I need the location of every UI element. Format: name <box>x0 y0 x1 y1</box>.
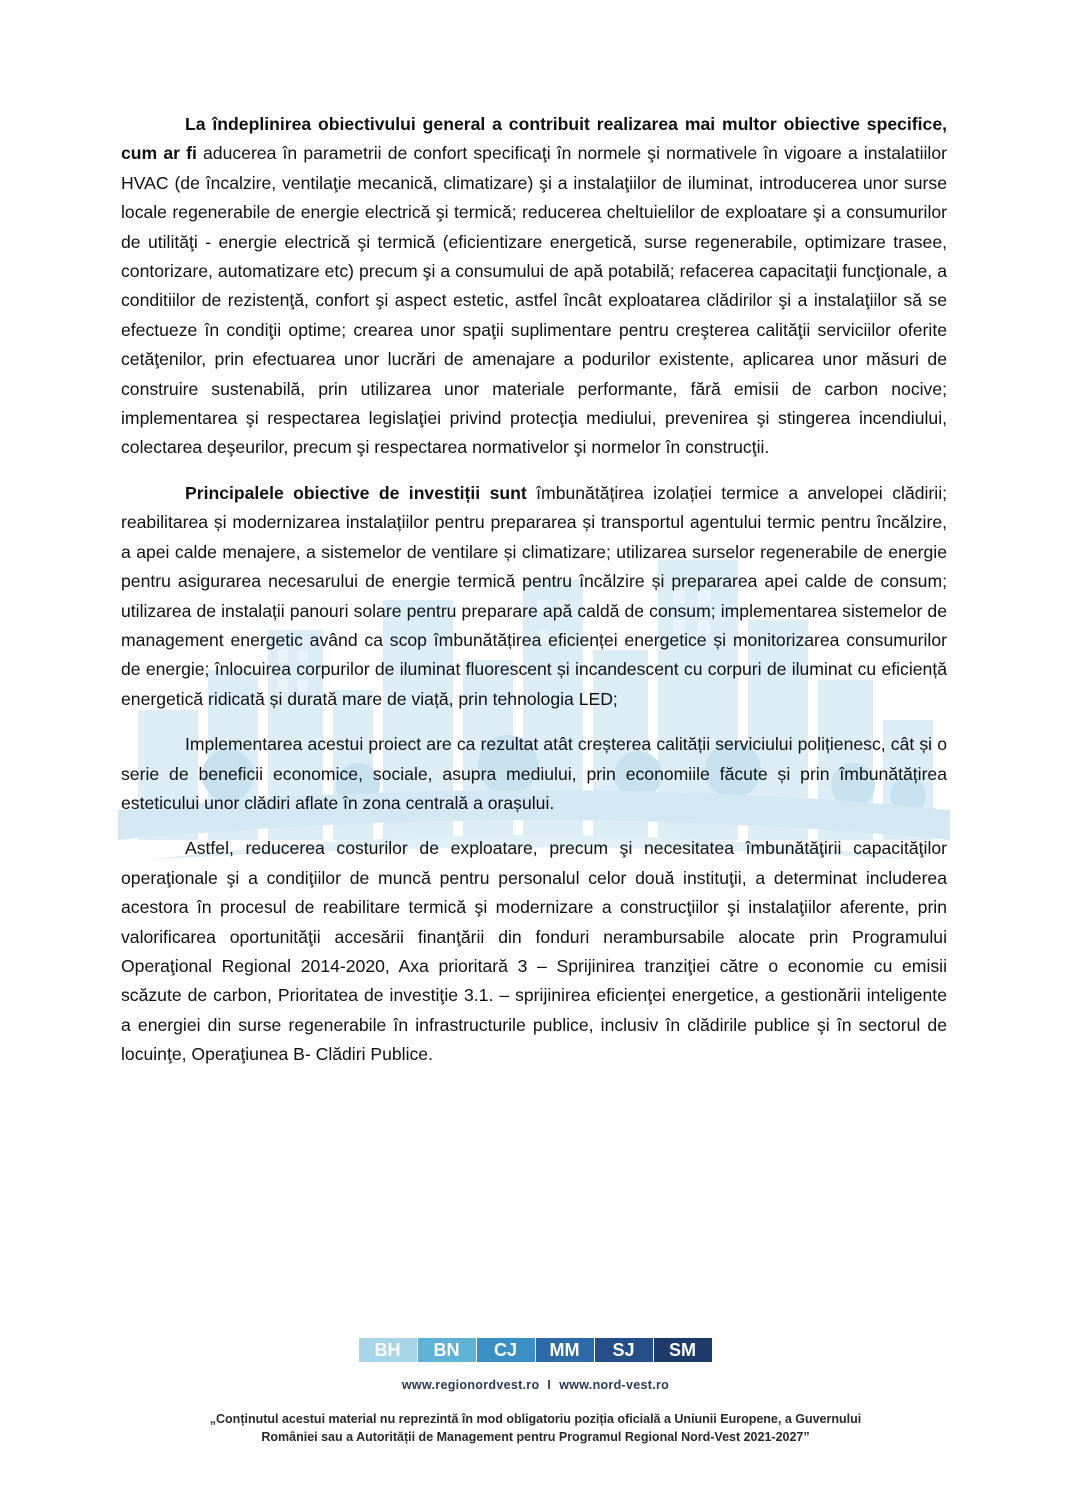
paragraph-investments <box>121 479 947 714</box>
disclaimer <box>156 1410 916 1446</box>
page-footer <box>0 1338 1071 1446</box>
county-badge-bn: BN <box>418 1338 477 1362</box>
paragraph-results <box>121 730 947 818</box>
paragraph-objectives <box>121 110 947 463</box>
paragraph-text: îmbunătățirea izolației termice a anvelopei clădirii; reabilitarea și modernizarea instalațiilor pentru prepararea și transportul agentului termic pentru încălzire, a apei calde menajere, a sistemelor de ventilare și climatizare; utilizarea surselor regenerabile de energie pentru asigurarea necesarului de energie termică pentru încălzire și prepararea apei calde de consum; utilizarea de instalații panouri solare pentru preparare apă caldă de consum; implementarea sistemelor de management energetic având ca scop îmbunătățirea eficienței energetice și monitorizarea consumurilor de energie; înlocuirea corpurilor de iluminat fluorescent și incandescent cu corpuri de iluminat cu eficiență energetică ridicată și durată mare de viață, prin tehnologia LED; <box>121 482 947 709</box>
paragraph-text: aducerea în parametrii de confort specificaţi în normele şi normativele în vigoare a instalatiilor HVAC (de încalzire, ventilaţie mecanică, climatizare) şi a instalaţiilor de iluminat, introducerea unor surse locale regenerabile de energie electrică şi termică; reducerea cheltuielilor de exploatare şi a consumurilor de utilităţi - energie electrică şi termică (eficientizare energetică, surse regenerabile, optimizare trasee, contorizare, automatizare etc) precum şi a consumului de apă potabilă; refacerea capacitaţii funcţionale, a conditiilor de rezistenţă, confort şi aspect estetic, astfel încât exploatarea clădirilor şi a instalaţiilor să se efectueze în condiţii optime; crearea unor spaţii suplimentare pentru creşterea calităţii serviciilor oferite cetăţenilor, prin efectuarea unor lucrări de amenajare a podurilor existente, aplicarea unor măsuri de construire sustenabilă, prin utilizarea unor materiale performante, fără emisii de carbon nocive; implementarea şi respectarea legislaţiei privind protecţia mediului, prevenirea şi stingerea incendiului, colectarea deşeurilor, precum şi respectarea normativelor şi normelor în construcţii. <box>121 143 947 458</box>
county-badge-sm: SM <box>654 1338 713 1362</box>
website-link[interactable]: www.nord-vest.ro <box>559 1378 670 1392</box>
website-link[interactable]: www.regionordvest.ro <box>401 1378 540 1392</box>
county-badge-cj: CJ <box>477 1338 536 1362</box>
paragraph-text: Astfel, reducerea costurilor de exploatare, precum şi necesitatea îmbunătăţirii capacităţilor operaţionale şi a condiţiilor de muncă pentru personalul celor două instituţii, a determinat includerea acestora în procesul de reabilitare termică şi modernizare a construcţiilor şi instalaţiilor aferente, prin valorificarea oportunităţii accesării finanţării din fonduri nerambursabile alocate prin Programului Operaţional Regional 2014-2020, Axa prioritară 3 – Sprijinirea tranziţiei către o economie cu emisii scăzute de carbon, Prioritatea de investiţie 3.1. – sprijinirea eficienţei energetice, a gestionării inteligente a energiei din surse regenerabile în infrastructurile publice, inclusiv în clădirile publice şi în sectorul de locuinţe, Operaţiunea B- Clădiri Publice. <box>121 838 947 1065</box>
footer-links <box>0 1378 1071 1392</box>
paragraph-lead: Principalele obiective de investiții sunt <box>185 482 527 503</box>
county-badge-bh: BH <box>359 1338 418 1362</box>
document-body <box>121 110 947 1086</box>
paragraph-text: Implementarea acestui proiect are ca rezultat atât creșterea calității serviciului polițienesc, cât și o serie de beneficii economice, sociale, asupra mediului, prin economiile făcute și prin îmbunătățirea esteticului unor clădiri aflate în zona centrală a orașului. <box>121 734 947 813</box>
county-badges <box>0 1338 1071 1362</box>
disclaimer-line: „Conținutul acestui material nu reprezintă în mod obligatoriu poziția oficială a Uniunii Europene, a Guvernului <box>209 1412 862 1426</box>
paragraph-funding <box>121 834 947 1069</box>
paragraph-lead: La îndeplinirea obiectivului general a contribuit realizarea mai multor obiective specifice, cum ar fi <box>121 114 947 164</box>
link-separator: I <box>547 1378 552 1392</box>
county-badge-sj: SJ <box>595 1338 654 1362</box>
disclaimer-line: României sau a Autorității de Management pentru Programul Regional Nord-Vest 2021-2027” <box>261 1430 810 1444</box>
county-badge-mm: MM <box>536 1338 595 1362</box>
